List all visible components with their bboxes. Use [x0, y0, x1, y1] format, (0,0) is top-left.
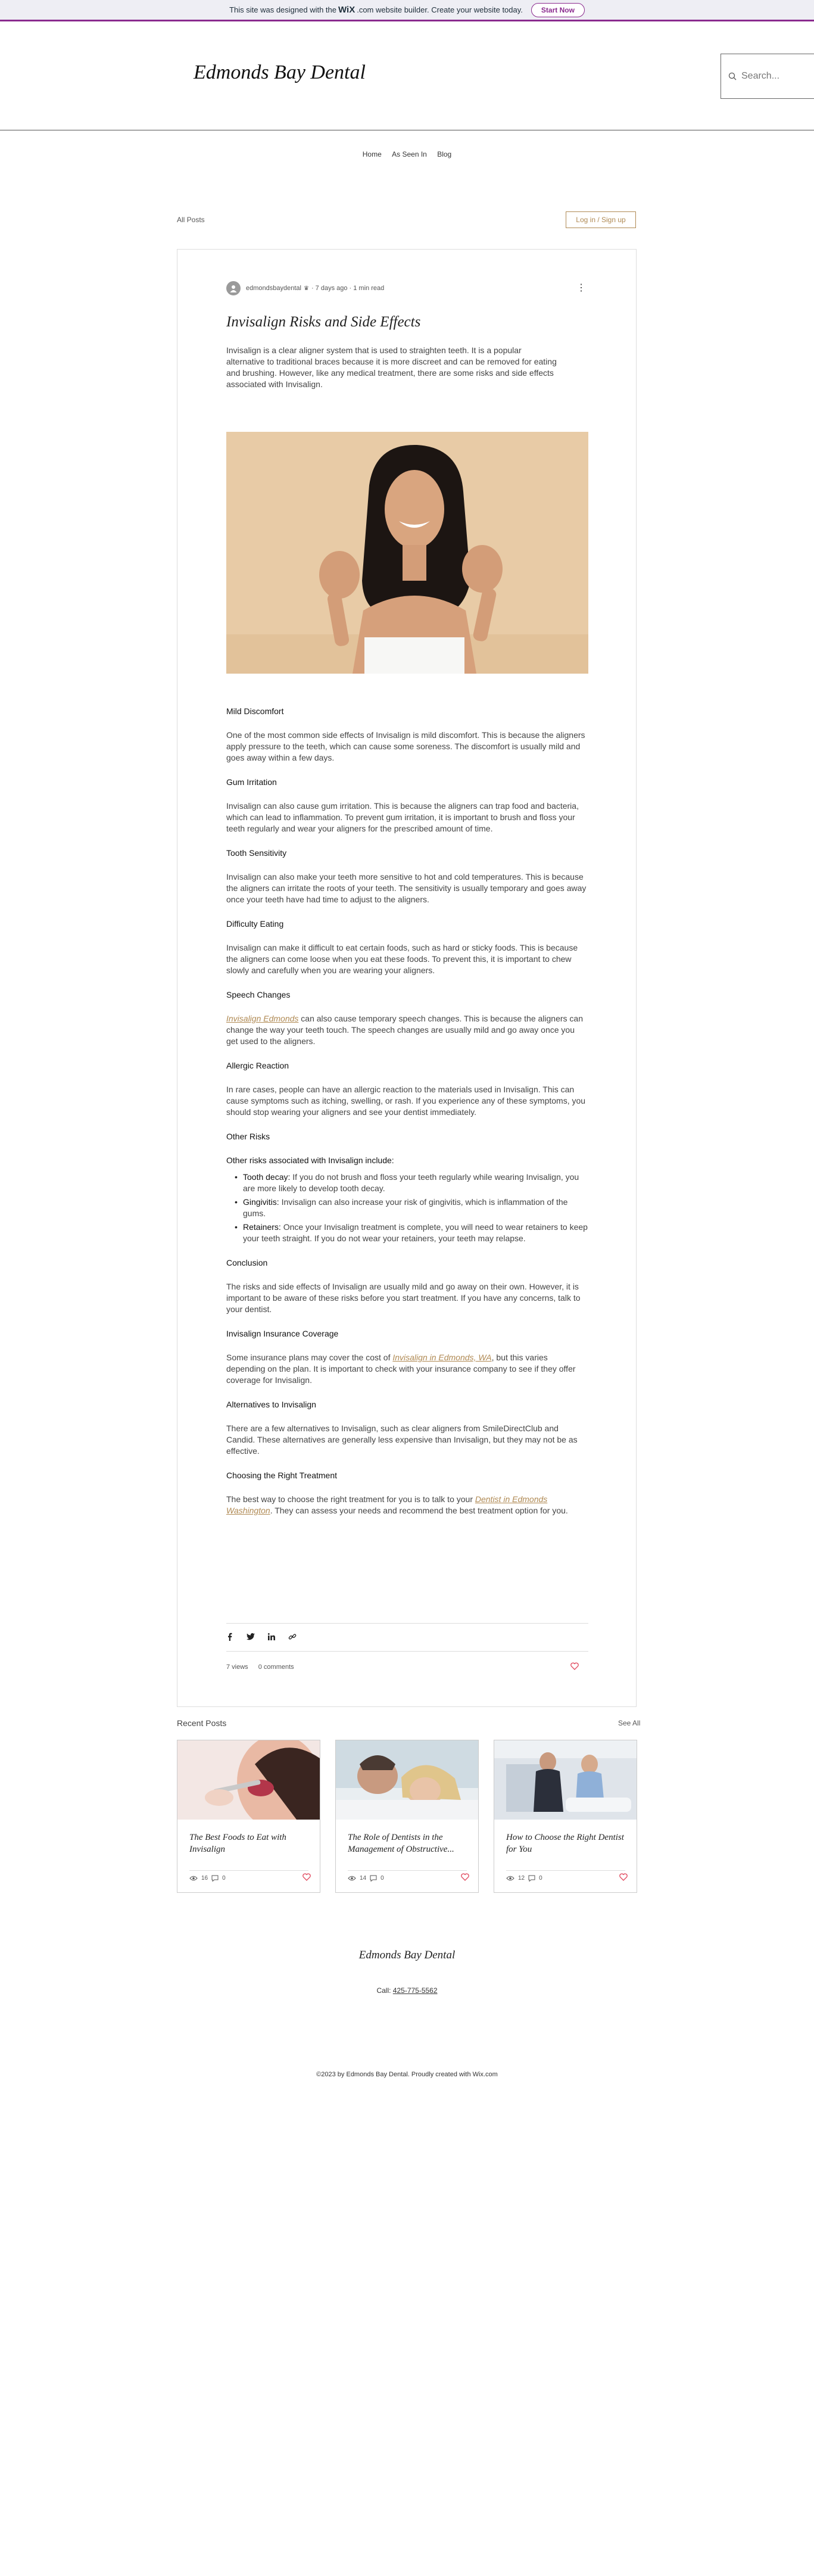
recent-post-stats: [189, 1870, 308, 1882]
recent-post-card[interactable]: [335, 1740, 479, 1893]
heading-gum-irritation: Gum Irritation: [226, 777, 277, 787]
recent-post-card[interactable]: [494, 1740, 637, 1893]
dental-office-image: [494, 1740, 637, 1820]
banner-text-before: This site was designed with the: [229, 5, 337, 14]
facebook-icon[interactable]: [226, 1633, 233, 1643]
recent-post-title[interactable]: How to Choose the Right Dentist for You: [506, 1833, 624, 1854]
link-invisalign-edmonds-wa[interactable]: Invisalign in Edmonds, WA: [392, 1353, 492, 1362]
recent-post-views: 12: [518, 1875, 525, 1882]
recent-post-stats: [348, 1870, 467, 1882]
user-icon: [229, 284, 238, 292]
choosing-text-b: . They can assess your needs and recommend the best treatment option for you.: [270, 1506, 568, 1515]
heading-difficulty-eating: Difficulty Eating: [226, 919, 284, 929]
like-heart-icon[interactable]: [570, 1662, 579, 1672]
heading-allergic-reaction: Allergic Reaction: [226, 1061, 289, 1070]
recent-post-comments: 0: [222, 1875, 226, 1882]
paragraph-tooth-sensitivity: Invisalign can also make your teeth more sensitive to hot and cold temperatures. This is because the aligners can irritate the roots of your teeth. The sensitivity is usually temporary and goes away once your teeth have had time to adjust to the aligners.: [226, 872, 587, 904]
paragraph-allergic-reaction: In rare cases, people can have an allergic reaction to the materials used in Invisalign. This can cause symptoms such as itching, swelling, or rash. If you experience any of these symptoms, you should stop wearing your aligners and see your dentist immediately.: [226, 1085, 586, 1117]
recent-post-views: 14: [360, 1875, 367, 1882]
post-content: [226, 706, 588, 1530]
heading-choosing-treatment: Choosing the Right Treatment: [226, 1471, 337, 1480]
wix-banner: [0, 0, 814, 21]
hero-image: [226, 432, 588, 674]
list-item-text: If you do not brush and floss your teeth regularly while wearing Invisalign, you are more likely to develop tooth decay.: [243, 1172, 579, 1193]
recent-post-comments: 0: [539, 1875, 542, 1882]
paragraph-difficulty-eating: Invisalign can make it difficult to eat certain foods, such as hard or sticky foods. This is because the aligners can come loose when you eat these foods. To prevent this, it is important to chew slowly and carefully when you are wearing your aligners.: [226, 943, 578, 975]
eye-icon: [189, 1876, 198, 1881]
eye-icon: [506, 1876, 514, 1881]
heading-insurance-coverage: Invisalign Insurance Coverage: [226, 1329, 339, 1338]
list-item-text: Invisalign can also increase your risk of gingivitis, which is inflammation of the gums.: [243, 1197, 568, 1218]
heading-other-risks: Other Risks: [226, 1132, 270, 1141]
recent-post-title[interactable]: The Best Foods to Eat with Invisalign: [189, 1833, 286, 1854]
heading-alternatives: Alternatives to Invisalign: [226, 1400, 316, 1409]
nav-item-blog[interactable]: Blog: [437, 150, 452, 158]
views-count: 7 views: [226, 1664, 248, 1671]
linkedin-icon[interactable]: [268, 1633, 275, 1642]
list-item-label: Retainers:: [243, 1222, 281, 1232]
link-dentist-edmonds[interactable]: Dentist in Edmonds Washington: [226, 1494, 548, 1515]
link-icon[interactable]: [288, 1633, 297, 1643]
admin-crown-icon: ♛: [303, 285, 309, 292]
footer-logo: Edmonds Bay Dental: [358, 1949, 456, 1961]
heading-tooth-sensitivity: Tooth Sensitivity: [226, 848, 287, 858]
footer-call: [0, 1986, 814, 1995]
twitter-icon[interactable]: [247, 1633, 255, 1642]
list-item-label: Tooth decay:: [243, 1172, 291, 1182]
list-item: [243, 1197, 588, 1219]
post-intro: Invisalign is a clear aligner system that is used to straighten teeth. It is a popular alternative to traditional braces because it is more discreet and can be removed for eating and brushing. However, like any medical treatment, there are some risks and side effects associated with Invisalign.: [226, 345, 557, 389]
all-posts-link[interactable]: All Posts: [177, 216, 205, 224]
paragraph-insurance-coverage: [226, 1352, 588, 1386]
heading-conclusion: Conclusion: [226, 1258, 268, 1267]
see-all-link[interactable]: See All: [618, 1719, 641, 1727]
woman-eating-image: [177, 1740, 320, 1820]
paragraph-mild-discomfort: One of the most common side effects of Invisalign is mild discomfort. This is because the aligners apply pressure to the teeth, which can cause some soreness. The discomfort is usually mild and goes away within a few days.: [226, 730, 585, 762]
wix-logo[interactable]: WiX: [338, 5, 355, 15]
heading-other-risks-list: Other risks associated with Invisalign include:: [226, 1155, 394, 1165]
sleeping-couple-image: [336, 1740, 478, 1820]
avatar[interactable]: [226, 281, 241, 295]
comment-icon: [370, 1875, 377, 1882]
more-actions-icon[interactable]: ⋮: [576, 283, 586, 293]
like-heart-icon[interactable]: [302, 1873, 311, 1883]
paragraph-alternatives: There are a few alternatives to Invisalign, such as clear aligners from SmileDirectClub and Candid. These alternatives are generally less expensive than Invisalign, but they may not be as effective.: [226, 1424, 578, 1456]
paragraph-choosing-treatment: [226, 1494, 588, 1516]
comments-count[interactable]: 0 comments: [258, 1664, 294, 1671]
site-logo[interactable]: Edmonds Bay Dental: [194, 61, 366, 83]
comment-icon: [528, 1875, 535, 1882]
post-card: [177, 249, 637, 1707]
paragraph-conclusion: The risks and side effects of Invisalign are usually mild and go away on their own. However, it is important to be aware of these risks before you start treatment. If you have any concerns, talk to your dentist.: [226, 1282, 581, 1314]
recent-post-stats: [506, 1870, 625, 1882]
main-nav: [0, 150, 814, 158]
smiling-woman-image: [226, 432, 588, 674]
like-heart-icon[interactable]: [461, 1873, 469, 1883]
list-item: [243, 1222, 588, 1244]
login-button[interactable]: Log in / Sign up: [566, 211, 636, 228]
list-item-label: Gingivitis:: [243, 1197, 279, 1207]
recent-post-image: [177, 1740, 320, 1820]
banner-text-after: .com website builder. Create your website today.: [357, 5, 523, 14]
post-stats: [226, 1664, 588, 1671]
recent-posts-title: Recent Posts: [177, 1718, 227, 1728]
recent-post-title[interactable]: The Role of Dentists in the Management of Obstructive...: [348, 1833, 454, 1854]
choosing-text-a: The best way to choose the right treatment for you is to talk to your: [226, 1494, 475, 1504]
eye-icon: [348, 1876, 356, 1881]
speech-changes-text: can also cause temporary speech changes. This is because the aligners can change the way your teeth touch. The speech changes are usually mild and go away once you get used to the aligners.: [226, 1014, 583, 1046]
recent-post-comments: 0: [381, 1875, 384, 1882]
link-invisalign-edmonds[interactable]: Invisalign Edmonds: [226, 1014, 299, 1023]
recent-post-image: [336, 1740, 478, 1820]
share-row: [226, 1623, 588, 1652]
risks-list: [243, 1172, 588, 1244]
heading-speech-changes: Speech Changes: [226, 990, 291, 999]
post-title: Invisalign Risks and Side Effects: [226, 314, 421, 330]
call-label: Call:: [376, 1986, 393, 1995]
insurance-text-b: , but this varies depending on the plan. It is important to check with your insurance company to see if they offer coverage for Invisalign.: [226, 1353, 576, 1385]
footer-copyright: ©2023 by Edmonds Bay Dental. Proudly created with Wix.com: [316, 2071, 498, 2078]
list-item: [243, 1172, 588, 1194]
author-row: [226, 281, 588, 296]
like-heart-icon[interactable]: [619, 1873, 628, 1883]
recent-post-views: 16: [201, 1875, 208, 1882]
nav-item-as-seen-in[interactable]: As Seen In: [392, 150, 427, 158]
recent-post-image: [494, 1740, 637, 1820]
search-icon: [728, 72, 737, 80]
author-name[interactable]: edmondsbaydental: [246, 285, 301, 292]
list-item-text: Once your Invisalign treatment is complete, you will need to wear retainers to keep your teeth straight. If you do not wear your retainers, your teeth may relapse.: [243, 1222, 588, 1243]
recent-post-card[interactable]: [177, 1740, 320, 1893]
heading-mild-discomfort: Mild Discomfort: [226, 706, 284, 716]
phone-link[interactable]: 425-775-5562: [392, 1986, 438, 1995]
paragraph-speech-changes: [226, 1013, 588, 1047]
paragraph-gum-irritation: Invisalign can also cause gum irritation. This is because the aligners can trap food and bacteria, which can lead to inflammation. To prevent gum irritation, it is important to brush and floss your teeth regularly and wear your aligners for the prescribed amount of time.: [226, 801, 579, 833]
search-placeholder: Search...: [741, 71, 780, 81]
site-header: [0, 23, 814, 130]
comment-icon: [211, 1875, 219, 1882]
post-meta: · 7 days ago · 1 min read: [311, 285, 385, 292]
nav-item-home[interactable]: Home: [362, 150, 382, 158]
insurance-text-a: Some insurance plans may cover the cost of: [226, 1353, 393, 1362]
search-input[interactable]: [721, 54, 814, 99]
start-now-button[interactable]: Start Now: [531, 3, 585, 17]
